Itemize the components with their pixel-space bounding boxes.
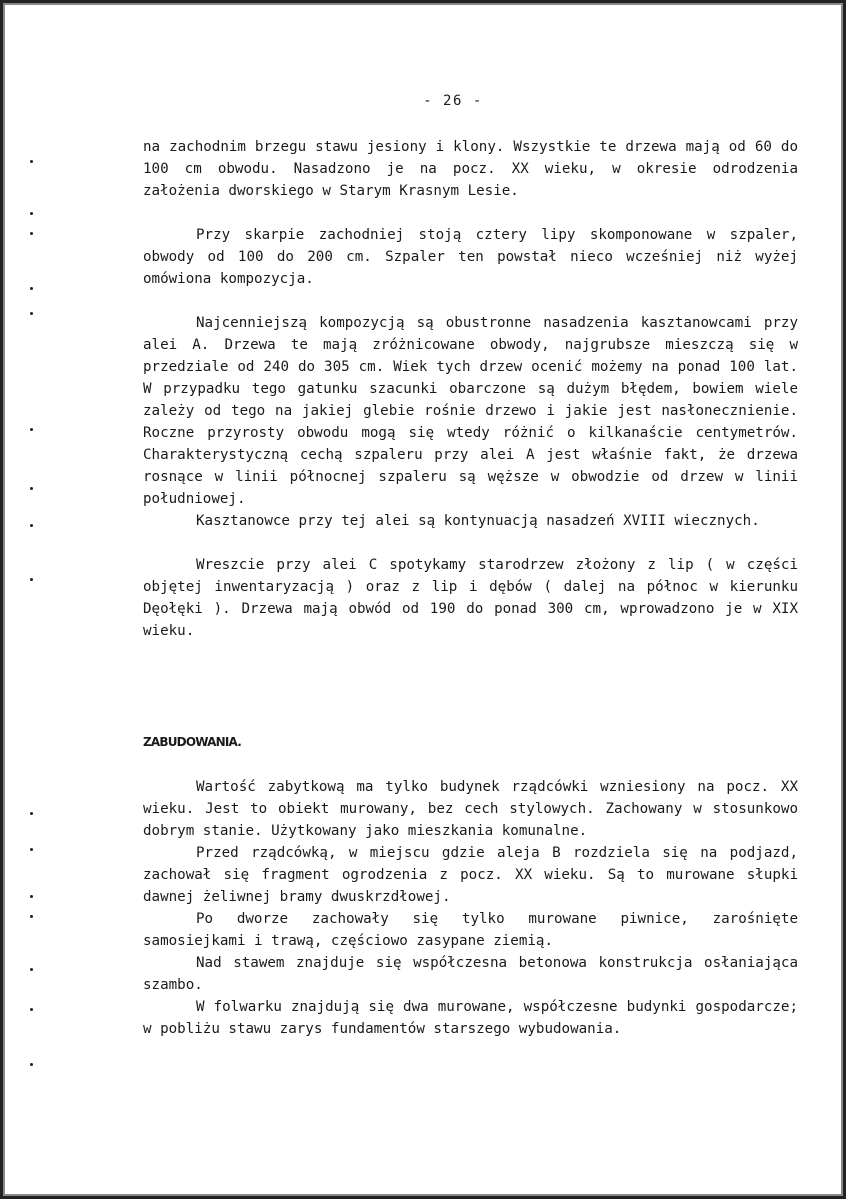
- paragraph: Wartość zabytkową ma tylko budynek rządcówki wzniesiony na pocz. XX wieku. Jest to obiekt murowany, bez cech stylowych. Zachowany w stosunkowo dobrym stanie. Użytkowany jako mieszkania komunalne.: [143, 779, 798, 839]
- paragraph: Nad stawem znajduje się współczesna betonowa konstrukcja osłaniająca szambo.: [143, 955, 798, 993]
- margin-mark: [30, 915, 33, 918]
- margin-mark: [30, 1008, 33, 1011]
- margin-mark: [30, 1063, 33, 1066]
- margin-mark: [30, 968, 33, 971]
- margin-mark: [30, 312, 33, 315]
- paragraph: Po dworze zachowały się tylko murowane piwnice, zarośnięte samosiejkami i trawą, częściowo zasypane ziemią.: [143, 911, 798, 949]
- section-heading: ZABUDOWANIA.: [143, 735, 242, 749]
- paragraph: Najcenniejszą kompozycją są obustronne nasadzenia kasztanowcami przy alei A. Drzewa te mają zróżnicowane obwody, najgrubsze mieszczą się w przedziale od 240 do 305 cm. Wiek tych drzew ocenić możemy na ponad 100 lat. W przypadku tego gatunku szacunki obarczone są dużym błędem, bowiem wiele zależy od tego na jakiej glebie rośnie drzewo i jakie jest nasłonecznienie. Roczne przyrosty obwodu mogą się wtedy różnić o kilkanaście centymetrów. Charakterystyczną cechą szpaleru przy alei A jest właśnie fakt, że drzewa rosnące w linii północnej szpaleru są węższe w obwodzie od drzew w linii południowej.: [143, 315, 798, 507]
- text-block-buildings: [143, 776, 798, 1040]
- paragraph: Wreszcie przy alei C spotykamy starodrzew złożony z lip ( w części objętej inwentaryzacją ) oraz z lip i dębów ( dalej na północ w kierunku Dęołęki ). Drzewa mają obwód od 190 do ponad 300 cm, wprowadzono je w XIX wieku.: [143, 557, 798, 639]
- margin-mark: [30, 287, 33, 290]
- paragraph: na zachodnim brzegu stawu jesiony i klony. Wszystkie te drzewa mają od 60 do 100 cm obwodu. Nasadzono je na pocz. XX wieku, w okresie odrodzenia założenia dworskiego w Starym Krasnym Lesie.: [143, 139, 798, 199]
- text-block-vegetation: [143, 136, 798, 642]
- paragraph: W folwarku znajdują się dwa murowane, współczesne budynki gospodarcze; w pobliżu stawu zarys fundamentów starszego wybudowania.: [143, 999, 798, 1037]
- margin-mark: [30, 895, 33, 898]
- margin-mark: [30, 578, 33, 581]
- margin-mark: [30, 160, 33, 163]
- paragraph: Przed rządcówką, w miejscu gdzie aleja B rozdziela się na podjazd, zachował się fragment ogrodzenia z pocz. XX wieku. Są to murowane słupki dawnej żeliwnej bramy dwuskrzdłowej.: [143, 845, 798, 905]
- margin-mark: [30, 487, 33, 490]
- margin-mark: [30, 212, 33, 215]
- margin-mark: [30, 812, 33, 815]
- paragraph: Kasztanowce przy tej alei są kontynuacją nasadzeń XVIII wiecznych.: [196, 513, 760, 529]
- margin-mark: [30, 428, 33, 431]
- margin-mark: [30, 848, 33, 851]
- paragraph: Przy skarpie zachodniej stoją cztery lipy skomponowane w szpaler, obwody od 100 do 200 cm. Szpaler ten powstał nieco wcześniej niż wyżej omówiona kompozycja.: [143, 227, 798, 287]
- margin-mark: [30, 232, 33, 235]
- margin-mark: [30, 524, 33, 527]
- page-number: - 26 -: [423, 93, 483, 109]
